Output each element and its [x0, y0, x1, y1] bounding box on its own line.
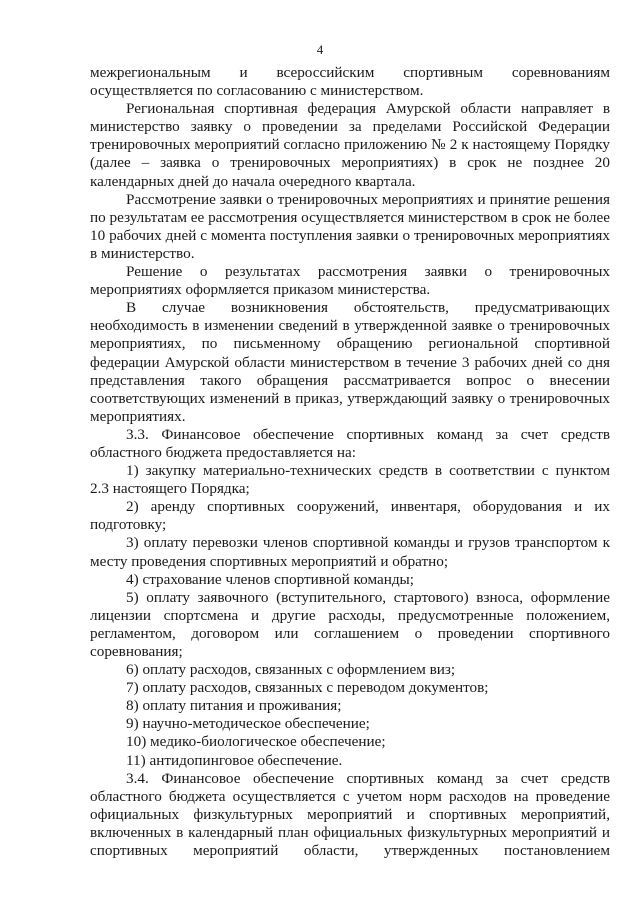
paragraph-continuation: межрегиональным и всероссийским спортивным соревнованиям осуществляется по согласованию с министерством. [90, 64, 610, 100]
list-item-11: 11) антидопинговое обеспечение. [126, 751, 343, 769]
paragraph-section-3-3: 3.3. Финансовое обеспечение спортивных команд за счет средств областного бюджета предоставляется на: [90, 425, 610, 461]
list-item-5: 5) оплату заявочного (вступительного, стартового) взноса, оформление лицензии спортсмена и другие расходы, предусмотренные положением, регламентом, договором или соглашением о проведении спортивного соревнования; [90, 588, 610, 660]
list-item-6: 6) оплату расходов, связанных с оформлением виз; [126, 661, 456, 679]
list-item-3: 3) оплату перевозки членов спортивной команды и грузов транспортом к месту проведения спортивных мероприятий и обратно; [90, 534, 610, 570]
list-item-2: 2) аренду спортивных сооружений, инвентаря, оборудования и их подготовку; [90, 498, 610, 534]
document-body [90, 64, 610, 860]
page-number: 4 [316, 42, 324, 57]
list-item-7: 7) оплату расходов, связанных с переводом документов; [126, 679, 489, 697]
list-item-9: 9) научно-методическое обеспечение; [126, 715, 370, 733]
paragraph-section-3-4: 3.4. Финансовое обеспечение спортивных команд за счет средств областного бюджета осуществляется с учетом норм расходов на проведение официальных физкультурных мероприятий и спортивных мероприятий, включенных в календарный план официальных физкультурных мероприятий и спортивных мероприятий области, утвержденных постановлением [90, 769, 610, 860]
list-item-10: 10) медико-биологическое обеспечение; [126, 733, 386, 751]
list-item-1: 1) закупку материально-технических средств в соответствии с пунктом 2.3 настоящего Порядка; [90, 462, 610, 498]
paragraph-application-submission: Региональная спортивная федерация Амурской области направляет в министерство заявку о проведении за пределами Российской Федерации тренировочных мероприятий согласно приложению № 2 к настоящему Порядку (далее – заявка о тренировочных мероприятиях) в срок не позднее 20 календарных дней до начала очередного квартала. [90, 100, 610, 190]
list-item-8: 8) оплату питания и проживания; [126, 697, 342, 715]
paragraph-decision-order: Решение о результатах рассмотрения заявки о тренировочных мероприятиях оформляется приказом министерства. [90, 263, 610, 299]
paragraph-application-review: Рассмотрение заявки о тренировочных мероприятиях и принятие решения по результатам ее рассмотрения осуществляется министерством в срок не более 10 рабочих дней с момента поступления заявки о тренировочных мероприятиях в министерство. [90, 190, 610, 262]
paragraph-changes: В случае возникновения обстоятельств, предусматривающих необходимость в изменении сведений в утвержденной заявке о тренировочных мероприятиях, по письменному обращению региональной спортивной федерации Амурской области министерством в течение 3 рабочих дней со дня представления такого обращения рассматривается вопрос о внесении соответствующих изменений в приказ, утверждающий заявку о тренировочных мероприятиях. [90, 299, 610, 425]
list-item-4: 4) страхование членов спортивной команды; [126, 570, 414, 588]
